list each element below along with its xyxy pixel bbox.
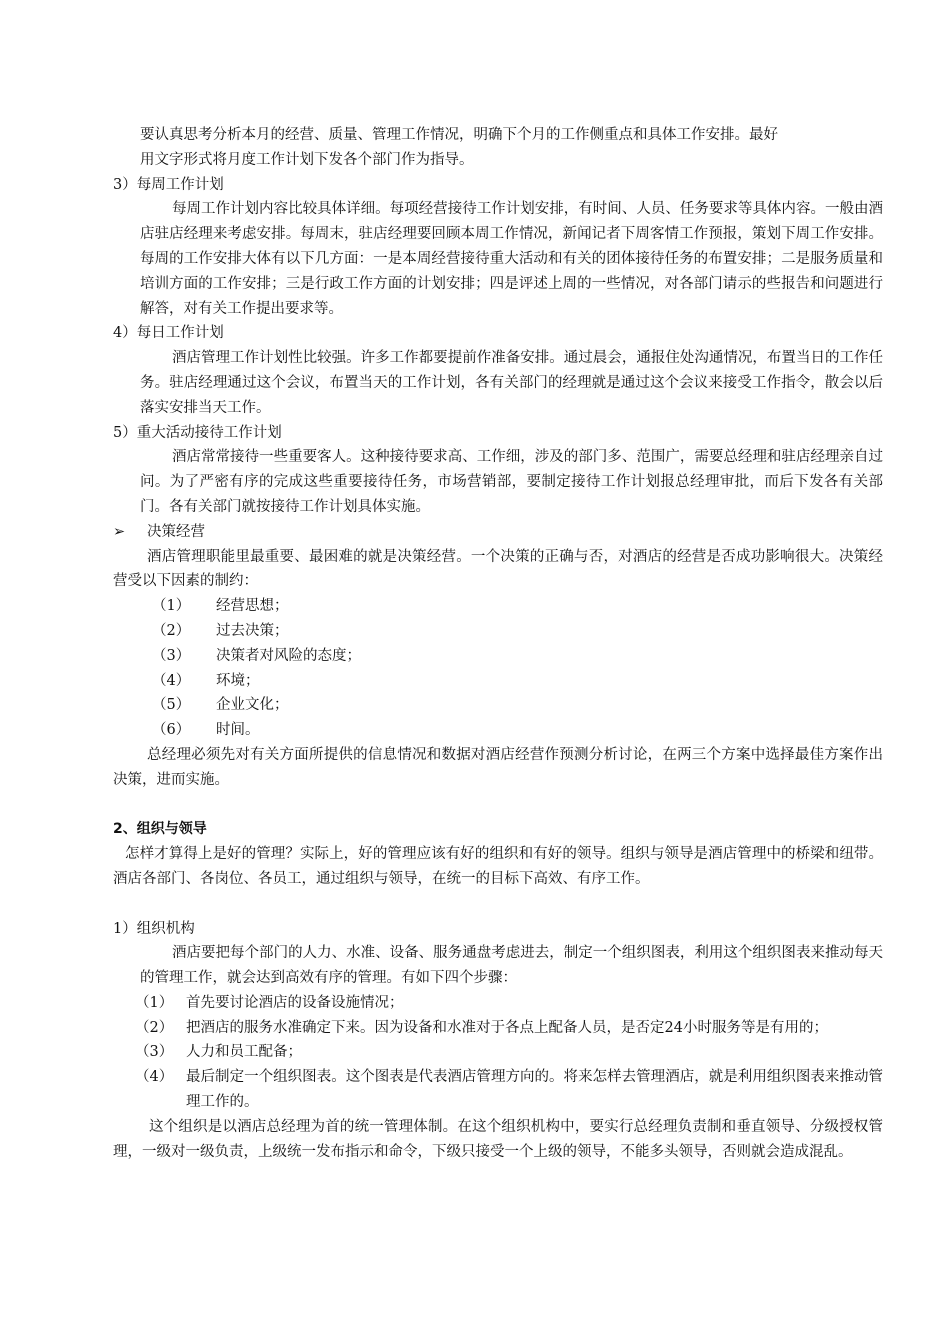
decision-heading-row xyxy=(113,520,950,545)
step-number: （3） xyxy=(135,1044,174,1061)
daily-plan-heading: 4）每日工作计划 xyxy=(113,325,224,342)
factor-number: （5） xyxy=(152,697,191,714)
section-2-body: 怎样才算得上是好的管理？实际上，好的管理应该有好的组织和有好的领导。组织与领导是酒店管理中的桥梁和纽带。酒店各部门、各岗位、各员工，通过组织与领导，在统一的目标下高效、有序工作。 xyxy=(113,846,883,887)
intro-line-2: 用文字形式将月度工作计划下发各个部门作为指导。 xyxy=(140,151,474,168)
decision-heading: 决策经营 xyxy=(147,523,205,540)
org-step xyxy=(135,1040,883,1065)
step-number: （4） xyxy=(135,1069,174,1086)
factor-text: 过去决策； xyxy=(216,622,289,639)
factor-number: （6） xyxy=(152,722,191,739)
step-number: （1） xyxy=(135,994,174,1011)
weekly-plan-heading: 3）每周工作计划 xyxy=(113,176,224,193)
decision-factor xyxy=(152,669,950,694)
daily-plan-body: 酒店管理工作计划性比较强。许多工作都要提前作准备安排。通过晨会，通报住处沟通情况，布置当日的工作任务。驻店经理通过这个会议，布置当天的工作计划，各有关部门的经理就是通过这个会议来接受工作指令，散会以后落实安排当天工作。 xyxy=(140,350,883,416)
factor-number: （2） xyxy=(152,622,191,639)
org-structure-body: 酒店要把每个部门的人力、水准、设备、服务通盘考虑进去，制定一个组织图表，利用这个组织图表来推动每天的管理工作，就会达到高效有序的管理。有如下四个步骤： xyxy=(140,945,883,987)
step-number: （2） xyxy=(135,1019,174,1036)
factor-text: 企业文化； xyxy=(216,697,289,714)
decision-factor xyxy=(152,594,950,619)
step-text: 最后制定一个组织图表。这个图表是代表酒店管理方向的。将来怎样去管理酒店，就是利用组织图表来推动管理工作的。 xyxy=(186,1069,883,1111)
org-step xyxy=(135,991,883,1016)
major-event-plan-heading: 5）重大活动接待工作计划 xyxy=(113,424,282,441)
decision-factor xyxy=(152,718,950,743)
step-text: 把酒店的服务水准确定下来。因为设备和水准对于各点上配备人员，是否定24小时服务等是有用的； xyxy=(186,1019,828,1036)
factor-text: 时间。 xyxy=(216,722,260,739)
org-structure-heading: 1）组织机构 xyxy=(113,920,195,937)
org-step xyxy=(135,1016,883,1041)
org-conclusion: 这个组织是以酒店总经理为首的统一管理体制。在这个组织机构中，要实行总经理负责制和垂直领导、分级授权管理，一级对一级负责，上级统一发布指示和命令，下级只接受一个上级的领导，不能多头领导，否则就会造成混乱。 xyxy=(113,1118,883,1160)
weekly-plan-body: 每周工作计划内容比较具体详细。每项经营接待工作计划安排，有时间、人员、任务要求等具体内容。一般由酒店驻店经理来考虑安排。每周末，驻店经理要回顾本周工作情况，新闻记者下周客情工作预报，策划下周工作安排。每周的工作安排大体有以下几方面：一是本周经营接待重大活动和有关的团体接待任务的布置安排；二是服务质量和培训方面的工作安排；三是行政工作方面的计划安排；四是评述上周的一些情况，对各部门请示的些报告和问题进行解答，对有关工作提出要求等。 xyxy=(140,201,883,317)
decision-factor xyxy=(152,644,950,669)
decision-body: 酒店管理职能里最重要、最困难的就是决策经营。一个决策的正确与否，对酒店的经营是否成功影响很大。决策经营受以下因素的制约： xyxy=(113,548,883,590)
factor-number: （4） xyxy=(152,672,191,689)
document-page xyxy=(0,123,950,1164)
intro-line-1: 要认真思考分析本月的经营、质量、管理工作情况，明确下个月的工作侧重点和具体工作安排。最好 xyxy=(140,127,778,143)
step-text: 首先要讨论酒店的设备设施情况； xyxy=(186,994,404,1011)
decision-conclusion: 总经理必须先对有关方面所提供的信息情况和数据对酒店经营作预测分析讨论，在两三个方案中选择最佳方案作出决策，进而实施。 xyxy=(113,746,883,788)
factor-text: 环境； xyxy=(216,672,260,689)
org-step xyxy=(135,1065,883,1115)
arrow-bullet-icon: ➢ xyxy=(113,523,126,540)
major-event-plan-body: 酒店常常接待一些重要客人。这种接待要求高、工作细，涉及的部门多、范围广，需要总经理和驻店经理亲自过问。为了严密有序的完成这些重要接待任务，市场营销部，要制定接待工作计划报总经理审批，而后下发各有关部门。各有关部门就按接待工作计划具体实施。 xyxy=(140,449,883,515)
decision-factor xyxy=(152,693,950,718)
factor-text: 决策者对风险的态度； xyxy=(216,647,361,664)
factor-number: （1） xyxy=(152,598,191,615)
factor-text: 经营思想； xyxy=(216,598,289,615)
decision-factor xyxy=(152,619,950,644)
section-2-heading: 2、组织与领导 xyxy=(113,821,207,838)
factor-number: （3） xyxy=(152,647,191,664)
step-text: 人力和员工配备； xyxy=(186,1044,302,1061)
